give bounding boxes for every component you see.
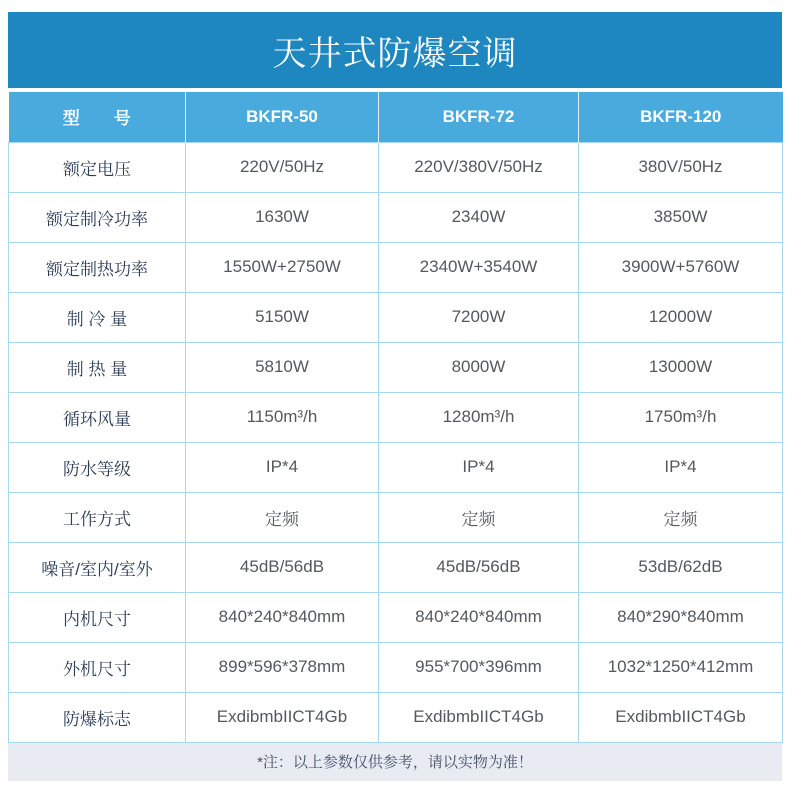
spec-value: 45dB/56dB	[379, 542, 579, 592]
spec-value: 1150m³/h	[186, 392, 379, 442]
spec-table	[8, 92, 783, 743]
spec-value: IP*4	[579, 442, 783, 492]
spec-value: 840*240*840mm	[186, 592, 379, 642]
header-model-bkfr-120: BKFR-120	[579, 92, 783, 142]
spec-value: 定频	[579, 492, 783, 542]
spec-value: 5810W	[186, 342, 379, 392]
table-row-waterproof-rating	[9, 442, 783, 492]
spec-label: 外机尺寸	[9, 642, 186, 692]
table-row-rated-cooling-power	[9, 192, 783, 242]
spec-value: 定频	[379, 492, 579, 542]
spec-label: 额定制热功率	[9, 242, 186, 292]
spec-value: 220V/380V/50Hz	[379, 142, 579, 192]
footer-note-text: *注：以上参数仅供参考，请以实物为准！	[257, 754, 533, 771]
spec-value: 899*596*378mm	[186, 642, 379, 692]
table-row-air-circulation	[9, 392, 783, 442]
table-row-noise	[9, 542, 783, 592]
spec-value: IP*4	[186, 442, 379, 492]
spec-label: 防爆标志	[9, 692, 186, 742]
table-row-outdoor-unit-size	[9, 642, 783, 692]
spec-value: 2340W+3540W	[379, 242, 579, 292]
spec-value: ExdibmbIICT4Gb	[379, 692, 579, 742]
header-model-label: 型 号	[9, 92, 186, 142]
spec-label: 制 冷 量	[9, 292, 186, 342]
spec-value: 5150W	[186, 292, 379, 342]
spec-value: 45dB/56dB	[186, 542, 379, 592]
spec-label: 工作方式	[9, 492, 186, 542]
spec-value: 7200W	[379, 292, 579, 342]
spec-value: 1750m³/h	[579, 392, 783, 442]
spec-value: 1280m³/h	[379, 392, 579, 442]
spec-value: 12000W	[579, 292, 783, 342]
spec-value: 1550W+2750W	[186, 242, 379, 292]
spec-value: 8000W	[379, 342, 579, 392]
footer-note	[8, 743, 782, 781]
spec-value: IP*4	[379, 442, 579, 492]
spec-value: 840*290*840mm	[579, 592, 783, 642]
header-model-bkfr-50: BKFR-50	[186, 92, 379, 142]
table-row-indoor-unit-size	[9, 592, 783, 642]
title-bar	[8, 12, 782, 88]
spec-value: 3850W	[579, 192, 783, 242]
spec-label: 额定制冷功率	[9, 192, 186, 242]
spec-value: 3900W+5760W	[579, 242, 783, 292]
spec-label: 防水等级	[9, 442, 186, 492]
table-row-explosion-proof-mark	[9, 692, 783, 742]
header-row	[9, 92, 783, 142]
spec-label: 噪音/室内/室外	[9, 542, 186, 592]
spec-label: 循环风量	[9, 392, 186, 442]
spec-value: 53dB/62dB	[579, 542, 783, 592]
spec-value: 380V/50Hz	[579, 142, 783, 192]
spec-value: 定频	[186, 492, 379, 542]
spec-value: 1630W	[186, 192, 379, 242]
spec-value: 1032*1250*412mm	[579, 642, 783, 692]
spec-label: 额定电压	[9, 142, 186, 192]
table-row-working-mode	[9, 492, 783, 542]
spec-label: 内机尺寸	[9, 592, 186, 642]
table-row-rated-voltage	[9, 142, 783, 192]
spec-value: 2340W	[379, 192, 579, 242]
table-row-cooling-capacity	[9, 292, 783, 342]
spec-value: 955*700*396mm	[379, 642, 579, 692]
header-model-bkfr-72: BKFR-72	[379, 92, 579, 142]
spec-value: ExdibmbIICT4Gb	[579, 692, 783, 742]
spec-value: 13000W	[579, 342, 783, 392]
spec-value: ExdibmbIICT4Gb	[186, 692, 379, 742]
spec-label: 制 热 量	[9, 342, 186, 392]
page-title: 天井式防爆空调	[272, 34, 518, 73]
table-row-heating-capacity	[9, 342, 783, 392]
spec-value: 220V/50Hz	[186, 142, 379, 192]
spec-value: 840*240*840mm	[379, 592, 579, 642]
table-row-rated-heating-power	[9, 242, 783, 292]
